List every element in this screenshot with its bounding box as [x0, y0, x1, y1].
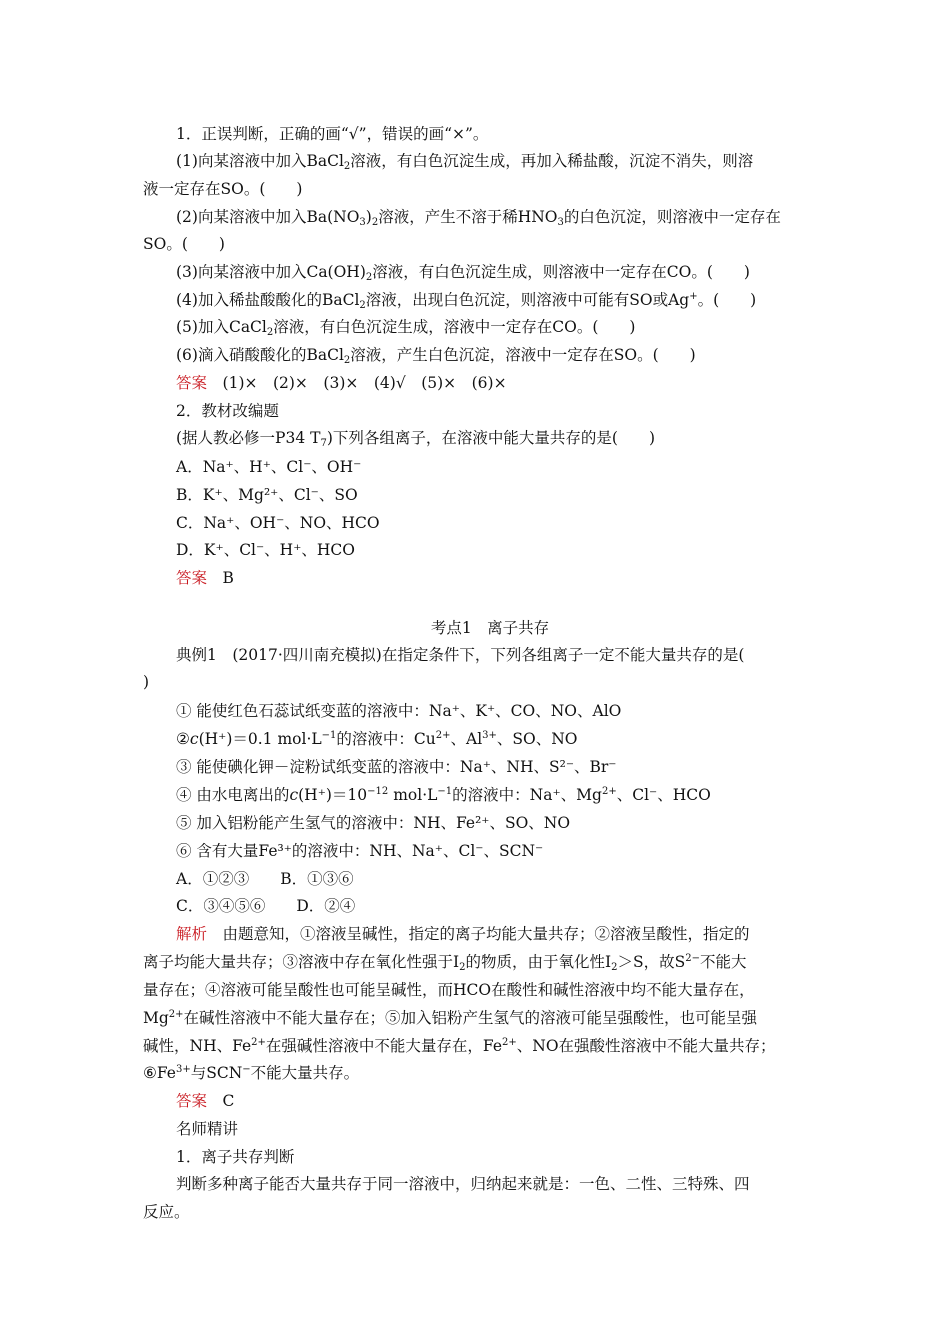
analysis-line-1: 解析 由题意知，①溶液呈碱性，指定的离子均能大量共存；②溶液呈酸性，指定的	[176, 925, 750, 943]
condition-1: ① 能使红色石蕊试纸变蓝的溶液中：Na⁺、K⁺、CO、NO、AlO	[176, 702, 622, 720]
question-1-item-6: (6)滴入硝酸酸化的BaCl$_2$溶液，产生白色沉淀，溶液中一定存在SO。( )	[176, 346, 696, 366]
question-1-item-3: (3)向某溶液中加入$Ca(OH)_2$溶液，有白色沉淀生成，则溶液中一定存在CO。( )	[176, 263, 750, 283]
question-2-option-b: B．K⁺、Mg²⁺、Cl⁻、SO	[176, 486, 358, 504]
question-2-option-d: D．K⁺、Cl⁻、H⁺、HCO	[176, 541, 355, 559]
subheading-1: 1．离子共存判断	[176, 1148, 295, 1166]
analysis-label: 解析	[176, 925, 208, 943]
answer-label: 答案	[176, 374, 208, 392]
question-1-item-1-cont: 液一定存在SO。( )	[143, 180, 303, 198]
analysis-line-3: 量存在；④溶液可能呈酸性也可能呈碱性，而HCO在酸性和碱性溶液中均不能大量存在，	[143, 981, 755, 999]
condition-5: ⑤ 加入铝粉能产生氢气的溶液中：NH、Fe²⁺、SO、NO	[176, 814, 571, 832]
section-heading: 考点1 离子共存	[430, 619, 550, 637]
answer-label: 答案	[176, 569, 208, 587]
condition-6: ⑥ 含有大量Fe³⁺的溶液中：NH、Na⁺、Cl⁻、SCN⁻	[176, 842, 544, 860]
analysis-line-6: $⑥Fe^{3+}$与SCN−不能大量共存。	[143, 1064, 360, 1082]
question-1-answer: 答案 (1)× (2)× (3)× (4)√ (5)× (6)×	[176, 374, 507, 392]
answer-label: 答案	[176, 1092, 208, 1110]
question-2-answer: 答案 B	[176, 569, 234, 587]
question-1-item-5: (5)加入CaCl$_2$溶液，有白色沉淀生成，溶液中一定存在CO。( )	[176, 318, 636, 338]
teacher-notes-heading: 名师精讲	[176, 1120, 239, 1138]
question-2-option-c: C．Na⁺、OH⁻、NO、HCO	[176, 514, 380, 532]
question-1-item-2-cont: SO。( )	[143, 235, 225, 253]
question-1-item-2: (2)向某溶液中加入$Ba(NO_3)_2$溶液，产生不溶于稀$HNO_3$的白色沉淀，则溶液中一定存在	[176, 208, 781, 228]
paragraph-1-cont: 反应。	[143, 1203, 190, 1221]
analysis-line-5: 碱性，NH、$Fe^{2+}$在强碱性溶液中不能大量存在，$Fe^{2+}$、NO在强酸性溶液中不能大量共存；	[143, 1037, 776, 1055]
example-stem-cont: )	[143, 673, 150, 691]
question-2-stem: (据人教必修一P34 $T_7$)下列各组离子，在溶液中能大量共存的是( )	[176, 429, 655, 449]
condition-2: ②c(H⁺)＝0.1 $mol\cdot L^{-1}$的溶液中：$Cu^{2+}$、$Al^{3+}$、SO、NO	[176, 730, 578, 748]
example-options-ab: A．①②③ B．①③⑥	[176, 870, 354, 888]
analysis-line-2: 离子均能大量共存；③溶液中存在氧化性强于$I_2$的物质，由于氧化性$I_2>S$，故$S^{2-}$不能大	[143, 953, 747, 973]
condition-3: ③ 能使碘化钾－淀粉试纸变蓝的溶液中：Na⁺、NH、S²⁻、Br⁻	[176, 758, 617, 776]
question-1-item-4: (4)加入稀盐酸酸化的BaCl$_2$溶液，出现白色沉淀，则溶液中可能有SO或Ag+。( )	[176, 291, 757, 311]
example-options-cd: C．③④⑤⑥ D．②④	[176, 897, 356, 915]
example-stem: 典例1 (2017·四川南充模拟)在指定条件下，下列各组离子一定不能大量共存的是(	[176, 646, 745, 664]
paragraph-1: 判断多种离子能否大量共存于同一溶液中，归纳起来就是：一色、二性、三特殊、四	[176, 1175, 750, 1193]
condition-4: ④ 由水电离出的$c(H^+)=10^{-12}$ $mol\cdot L^{-1}$的溶液中：Na⁺、$Mg^{2+}$、Cl⁻、HCO	[176, 786, 711, 804]
analysis-line-4: $Mg^{2+}$在碱性溶液中不能大量存在；⑤加入铝粉产生氢气的溶液可能呈强酸性，也可能呈强	[143, 1009, 758, 1027]
example-answer: 答案 C	[176, 1092, 235, 1110]
question-1-title: 1．正误判断，正确的画“√”，错误的画“×”。	[176, 125, 489, 143]
question-2-option-a: A．Na⁺、H⁺、Cl⁻、OH⁻	[176, 458, 362, 476]
question-2-title: 2．教材改编题	[176, 402, 279, 420]
question-1-item-1: (1)向某溶液中加入BaCl$_2$溶液，有白色沉淀生成，再加入稀盐酸，沉淀不消失，则溶	[176, 152, 754, 172]
